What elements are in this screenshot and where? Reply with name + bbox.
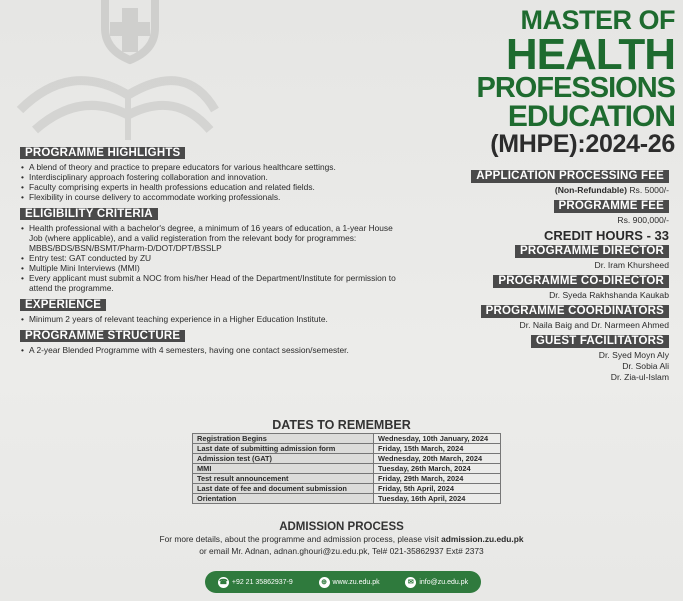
codirector-heading: PROGRAMME CO-DIRECTOR <box>493 275 669 288</box>
title-line-1: MASTER OF <box>520 5 675 35</box>
footer-phone[interactable] <box>218 577 293 588</box>
director-name: Dr. Iram Khursheed <box>594 260 669 270</box>
application-fee-amount: Rs. 5000/- <box>629 185 669 195</box>
credit-hours: CREDIT HOURS - 33 <box>544 228 669 243</box>
event-cell: Registration Begins <box>193 434 374 444</box>
table-row <box>193 464 501 474</box>
date-cell: Friday, 15th March, 2024 <box>374 444 501 454</box>
date-cell: Friday, 29th March, 2024 <box>374 474 501 484</box>
facilitator-name: Dr. Sobia Ali <box>622 361 669 371</box>
codirector-name: Dr. Syeda Rakhshanda Kaukab <box>549 290 669 300</box>
event-cell: Orientation <box>193 494 374 504</box>
facilitator-name: Dr. Zia-ul-Islam <box>610 372 669 382</box>
email-text: info@zu.edu.pk <box>419 578 469 586</box>
structure-list <box>20 345 440 355</box>
globe-icon: ⊕ <box>319 577 330 588</box>
list-item: • Multiple Mini Interviews (MMI) <box>29 263 440 273</box>
title-line-5: (MHPE):2024-26 <box>490 130 675 159</box>
title-line-4: EDUCATION <box>507 99 675 133</box>
highlights-heading: PROGRAMME HIGHLIGHTS <box>20 147 185 159</box>
date-cell: Friday, 5th April, 2024 <box>374 484 501 494</box>
table-row <box>193 454 501 464</box>
table-row <box>193 474 501 484</box>
footer-web[interactable] <box>319 577 380 588</box>
facilitator-name: Dr. Syed Moyn Aly <box>598 350 669 360</box>
director-block <box>429 245 669 271</box>
application-fee-value <box>429 185 669 196</box>
programme-fee-amount: Rs. 900,000/- <box>617 215 669 225</box>
list-item: • Every applicant must submit a NOC from his/her Head of the Department/Institute for permission to attend the programme. <box>29 273 399 293</box>
list-item: • A blend of theory and practice to prepare educators for various healthcare settings. <box>29 162 440 172</box>
contact-footer <box>205 571 481 593</box>
structure-section <box>20 330 440 355</box>
highlights-section <box>20 147 440 202</box>
eligibility-section <box>20 208 440 293</box>
admission-section <box>0 521 683 556</box>
left-column <box>20 147 440 361</box>
list-item: • Entry test: GAT conducted by ZU <box>29 253 440 263</box>
admission-link[interactable]: admission.zu.edu.pk <box>441 534 524 544</box>
eligibility-heading: ELIGIBILITY CRITERIA <box>20 208 158 220</box>
date-cell: Tuesday, 26th March, 2024 <box>374 464 501 474</box>
list-item: • Interdisciplinary approach fostering collaboration and innovation. <box>29 172 440 182</box>
right-column <box>429 170 669 387</box>
coordinators-names: Dr. Naila Baig and Dr. Narmeen Ahmed <box>519 320 669 330</box>
date-cell: Wednesday, 10th January, 2024 <box>374 434 501 444</box>
highlights-list <box>20 162 440 202</box>
phone-icon: ☎ <box>218 578 228 586</box>
event-cell: Last date of submitting admission form <box>193 444 374 454</box>
list-item: • A 2-year Blended Programme with 4 semesters, having one contact session/semester. <box>29 345 440 355</box>
admission-text: For more details, about the programme and admission process, please visit <box>159 534 442 544</box>
list-item: • Flexibility in course delivery to accommodate working professionals. <box>29 192 440 202</box>
table-row <box>193 494 501 504</box>
experience-section <box>20 299 440 324</box>
facilitators-heading: GUEST FACILITATORS <box>531 335 669 348</box>
admission-line-1 <box>0 534 683 545</box>
phone-text: +92 21 35862937-9 <box>231 578 293 586</box>
table-row <box>193 444 501 454</box>
facilitators-block <box>429 335 669 383</box>
structure-heading: PROGRAMME STRUCTURE <box>20 330 185 342</box>
footer-email[interactable] <box>405 577 468 588</box>
university-logo <box>10 0 220 140</box>
dates-table <box>192 433 501 504</box>
event-cell: MMI <box>193 464 374 474</box>
date-cell: Tuesday, 16th April, 2024 <box>374 494 501 504</box>
title-line-3: PROFESSIONS <box>476 72 675 105</box>
application-fee-block <box>429 170 669 196</box>
application-fee-heading: APPLICATION PROCESSING FEE <box>471 170 669 183</box>
dates-heading: DATES TO REMEMBER <box>272 418 411 432</box>
title-line-2: HEALTH <box>505 29 675 79</box>
list-item: • Minimum 2 years of relevant teaching experience in a Higher Education Institute. <box>29 314 440 324</box>
programme-title <box>445 5 675 159</box>
admission-line-2: or email Mr. Adnan, adnan.ghouri@zu.edu.pk, Tel# 021-35862937 Ext# 2373 <box>199 545 484 556</box>
mail-icon: ✉ <box>405 577 416 588</box>
eligibility-list <box>20 223 440 293</box>
list-item: • Health professional with a bachelor's degree, a minimum of 16 years of education, a 1-year House Job (where applicable), and a valid registeration from the relevant body for programmes: MBBS/BDS/BSN/BSMT/Pharm-D/DOT/DPT/BSSLP <box>29 223 399 253</box>
event-cell: Test result announcement <box>193 474 374 484</box>
table-row <box>193 434 501 444</box>
event-cell: Last date of fee and document submission <box>193 484 374 494</box>
date-cell: Wednesday, 20th March, 2024 <box>374 454 501 464</box>
admission-heading: ADMISSION PROCESS <box>279 521 404 533</box>
web-text: www.zu.edu.pk <box>332 578 380 586</box>
experience-heading: EXPERIENCE <box>20 299 106 311</box>
experience-list <box>20 314 440 324</box>
director-heading: PROGRAMME DIRECTOR <box>515 245 669 258</box>
codirector-block <box>429 275 669 301</box>
table-row <box>193 484 501 494</box>
coordinators-heading: PROGRAMME COORDINATORS <box>481 305 669 318</box>
event-cell: Admission test (GAT) <box>193 454 374 464</box>
programme-fee-heading: PROGRAMME FEE <box>554 200 669 213</box>
coordinators-block <box>429 305 669 331</box>
programme-fee-block <box>429 200 669 226</box>
non-refundable-label: (Non-Refundable) <box>554 185 627 195</box>
list-item: • Faculty comprising experts in health professions education and related fields. <box>29 182 440 192</box>
